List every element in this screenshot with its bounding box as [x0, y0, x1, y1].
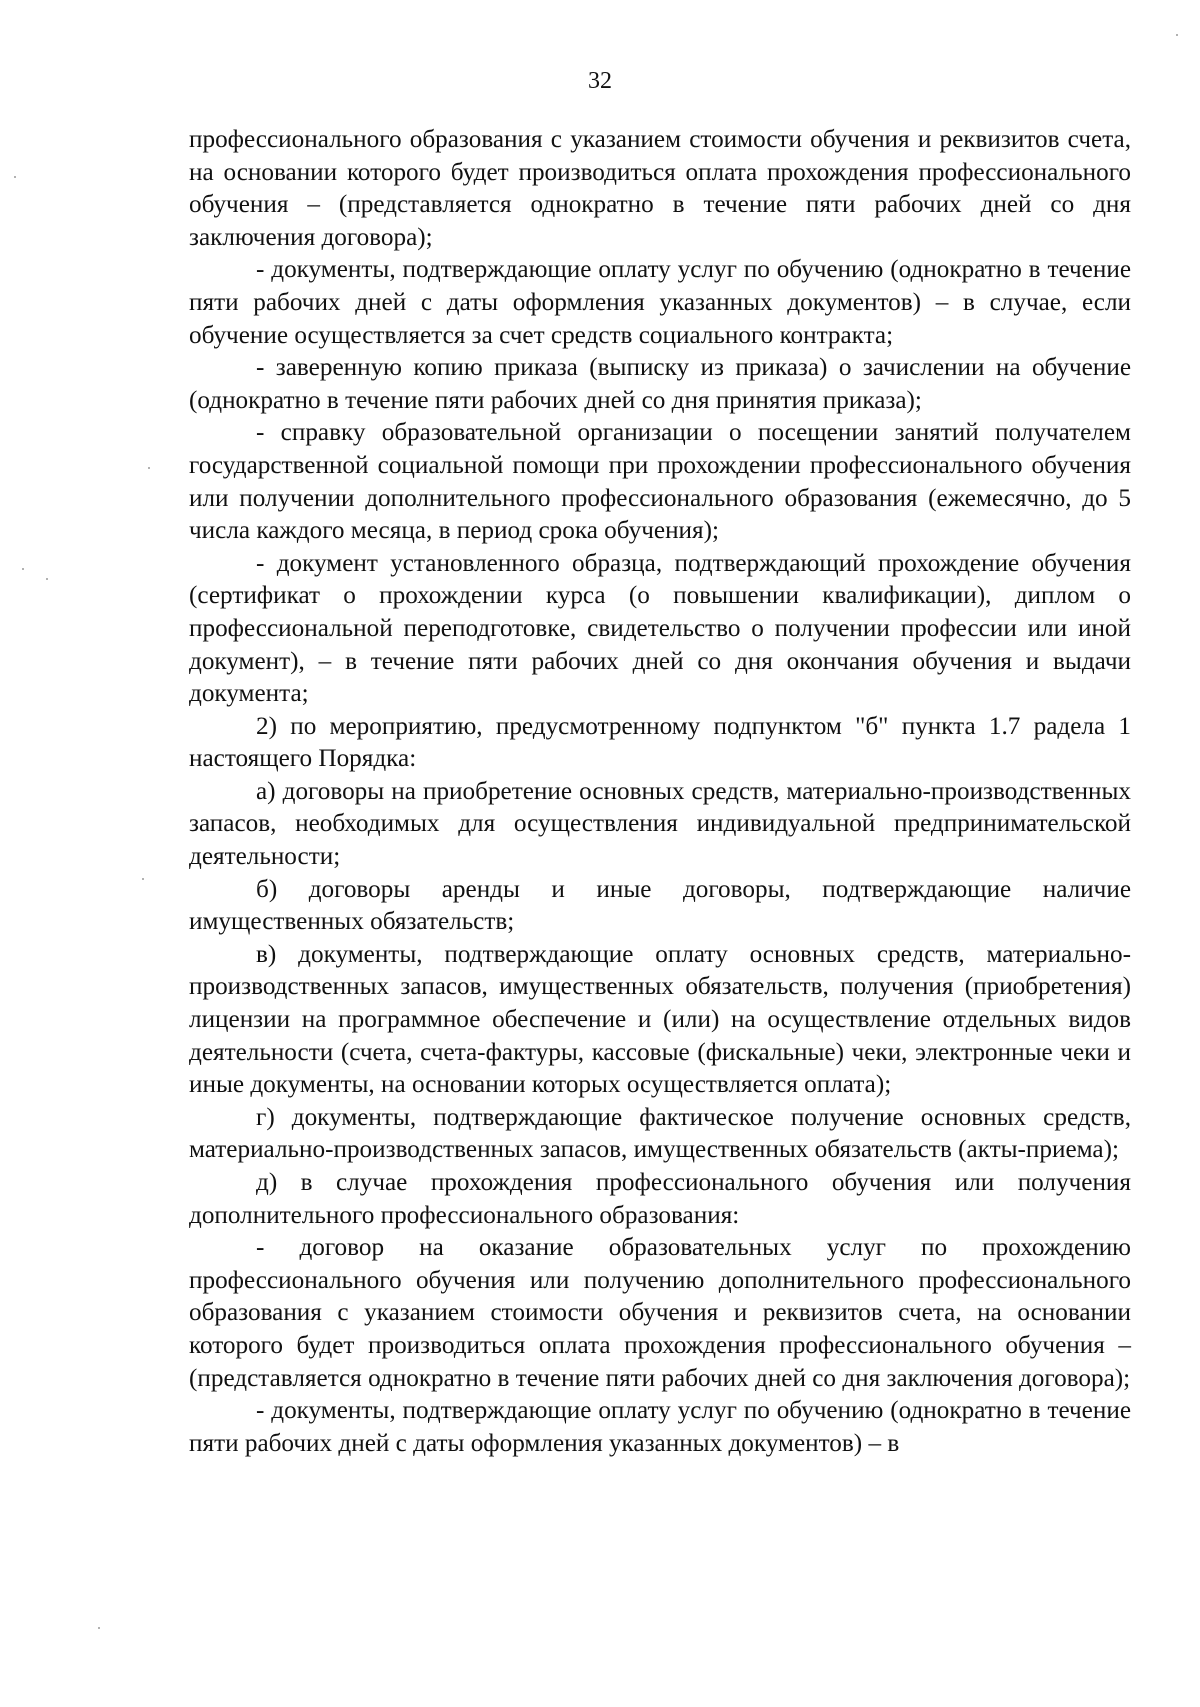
- paragraph-5: - документ установленного образца, подтверждающий прохождение обучения (сертификат о прохождении курса (о повышении квалификации), диплом о профессиональной переподготовке, свидетельство о получении профессии или иной документ), – в течение пяти рабочих дней со дня окончания обучения и выдачи документа;: [189, 549, 1131, 708]
- paragraph-10: г) документы, подтверждающие фактическое получение основных средств, материально-производственных запасов, имущественных обязательств (акты-приема);: [189, 1103, 1131, 1164]
- paragraph-1: профессионального образования с указанием стоимости обучения и реквизитов счета, на основании которого будет производиться оплата прохождения профессионального обучения – (представляется однократно в течение пяти рабочих дней со дня заключения договора);: [189, 126, 1131, 251]
- scan-speck: [148, 467, 150, 469]
- scan-speck: [98, 1627, 100, 1629]
- document-body: [189, 124, 1131, 1460]
- paragraph-13: - документы, подтверждающие оплату услуг по обучению (однократно в течение пяти рабочих дней с даты оформления указанных документов) – в: [189, 1397, 1131, 1457]
- paragraph-3: - заверенную копию приказа (выписку из приказа) о зачислении на обучение (однократно в течение пяти рабочих дней со дня принятия приказа);: [189, 354, 1131, 414]
- scan-speck: [22, 568, 24, 570]
- scan-speck: [14, 176, 16, 178]
- paragraph-7: а) договоры на приобретение основных средств, материально-производственных запасов, необходимых для осуществления индивидуальной предпринимательской деятельности;: [189, 777, 1131, 871]
- paragraph-2: - документы, подтверждающие оплату услуг по обучению (однократно в течение пяти рабочих дней с даты оформления указанных документов) – в случае, если обучение осуществляется за счет средств социального контракта;: [189, 256, 1131, 349]
- scan-speck: [1176, 34, 1178, 36]
- scan-speck: [46, 578, 48, 580]
- paragraph-6: 2) по мероприятию, предусмотренному подпунктом "б" пункта 1.7 радела 1 настоящего Порядка:: [189, 712, 1131, 773]
- paragraph-11: д) в случае прохождения профессионального обучения или получения дополнительного профессионального образования:: [189, 1169, 1131, 1229]
- paragraph-9: в) документы, подтверждающие оплату основных средств, материально-производственных запасов, имущественных обязательств, получения (приобретения) лицензии на программное обеспечение и (или) на осуществление отдельных видов деятельности (счета, счета-фактуры, кассовые (фискальные) чеки, электронные чеки и иные документы, на основании которых осуществляется оплата);: [189, 940, 1131, 1099]
- page-number: 32: [588, 68, 612, 94]
- paragraph-8: б) договоры аренды и иные договоры, подтверждающие наличие имущественных обязательств;: [189, 875, 1131, 936]
- paragraph-4: - справку образовательной организации о посещении занятий получателем государственной социальной помощи при прохождении профессионального обучения или получении дополнительного профессионального образования (ежемесячно, до 5 числа каждого месяца, в период срока обучения);: [189, 419, 1131, 545]
- paragraph-12: - договор на оказание образовательных услуг по прохождению профессионального обучения или получению дополнительного профессионального образования с указанием стоимости обучения и реквизитов счета, на основании которого будет производиться оплата прохождения профессионального обучения – (представляется однократно в течение пяти рабочих дней со дня заключения договора);: [189, 1234, 1131, 1392]
- scan-speck: [142, 878, 144, 880]
